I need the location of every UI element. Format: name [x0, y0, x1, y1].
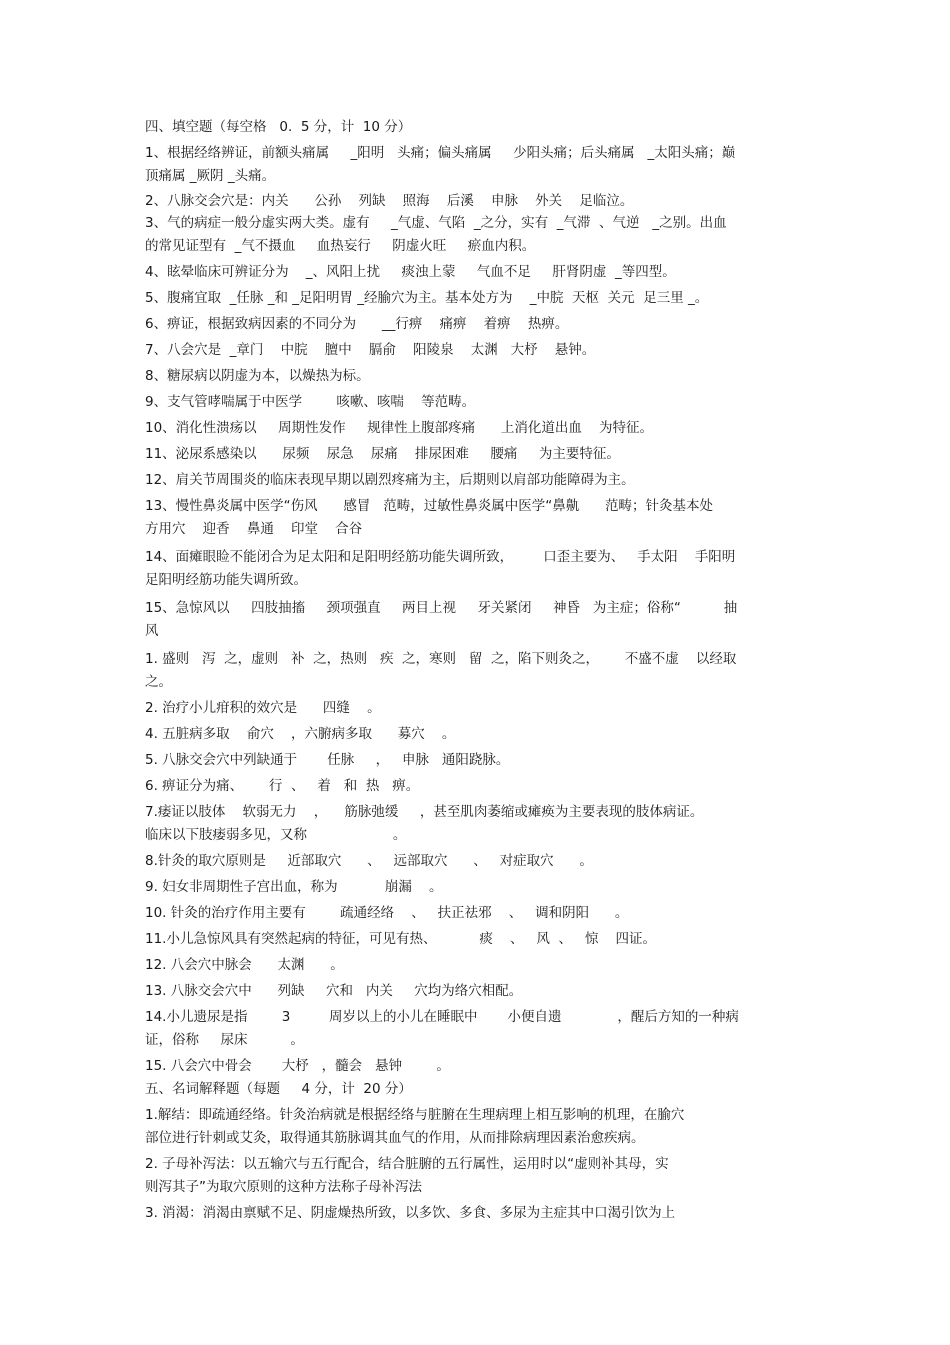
question-line: 7、八会穴是 _章门 中脘 膻中 膈俞 阳陵泉 太渊 大杼 悬钟。	[145, 342, 596, 358]
question-line: 9. 妇女非周期性子宫出血，称为 崩漏 。	[145, 879, 443, 895]
question-line: 10、消化性溃疡以 周期性发作 规律性上腹部疼痛 上消化道出血 为特征。	[145, 420, 654, 436]
question-line: 8.针灸的取穴原则是 近部取穴 、 远部取穴 、 对症取穴 。	[145, 853, 593, 869]
question-line: 8、糖尿病以阴虚为本，以燥热为标。	[145, 368, 370, 384]
question-line: 顶痛属 _厥阴 _头痛。	[145, 168, 276, 184]
question-line: 5、腹痛宜取 _任脉 _和 _足阳明胃 _经腧穴为主。基本处方为 _中脘 天枢 关元 足三里 _。	[145, 290, 709, 306]
question-line: 7.痿证以肢体 软弱无力 ， 筋脉弛缓 ，甚至肌肉萎缩或瘫痪为主要表现的肢体病证。	[145, 804, 704, 820]
question-line: 2. 治疗小儿疳积的效穴是 四缝 。	[145, 700, 381, 716]
question-line: 5. 八脉交会穴中列缺通于 任脉 ， 申脉 通阳跷脉。	[145, 752, 510, 768]
question-line: 方用穴 迎香 鼻通 印堂 合谷	[145, 521, 363, 537]
question-line: 1. 盛则 泻 之，虚则 补 之，热则 疾 之，寒则 留 之，陷下则灸之， 不盛不虚 以经取	[145, 651, 737, 667]
question-line: 证，俗称 尿床 。	[145, 1032, 304, 1048]
definition-line: 1.解结：即疏通经络。针灸治病就是根据经络与脏腑在生理病理上相互影响的机理，在腧穴	[145, 1107, 685, 1123]
question-line: 的常见证型有 _气不摄血 血热妄行 阴虚火旺 瘀血内积。	[145, 238, 536, 254]
definition-line: 则泻其子”为取穴原则的这种方法称子母补泻法	[145, 1179, 422, 1195]
question-line: 足阳明经筋功能失调所致。	[145, 572, 307, 588]
definition-line: 2. 子母补泻法：以五输穴与五行配合，结合脏腑的五行属性，运用时以“虚则补其母，实	[145, 1156, 669, 1172]
section-heading-fill-in: 四、填空题（每空格 0. 5 分，计 10 分）	[145, 119, 412, 135]
section-heading-definitions: 五、名词解释题（每题 4 分，计 20 分）	[145, 1081, 412, 1097]
question-line: 14.小儿遗尿是指 3 周岁以上的小儿在睡眠中 小便自遗 ，醒后方知的一种病	[145, 1009, 739, 1025]
question-line: 12. 八会穴中脉会 太渊 。	[145, 957, 344, 973]
question-line: 之。	[145, 674, 172, 690]
definition-line: 部位进行针刺或艾灸，取得通其筋脉调其血气的作用，从而排除病理因素治愈疾病。	[145, 1130, 645, 1146]
question-line: 3、气的病症一般分虚实两大类。虚有 _气虚、气陷 _之分，实有 _气滞 、气逆 _之别。出血	[145, 215, 727, 231]
question-line: 13. 八脉交会穴中 列缺 穴和 内关 穴均为络穴相配。	[145, 983, 523, 999]
question-line: 临床以下肢痿弱多见，又称 。	[145, 827, 407, 843]
question-line: 9、支气管哮喘属于中医学 咳嗽、咳喘 等范畴。	[145, 394, 476, 410]
question-line: 4. 五脏病多取 俞穴 ，六腑病多取 募穴 。	[145, 726, 456, 742]
question-line: 14、面瘫眼睑不能闭合为足太阳和足阳明经筋功能失调所致， 口歪主要为、 手太阳 手阳明	[145, 549, 736, 565]
question-line: 4、眩晕临床可辨证分为 _、风阳上扰 痰浊上蒙 气血不足 肝肾阴虚 _等四型。	[145, 264, 676, 280]
question-line: 风	[145, 623, 159, 639]
question-line: 15. 八会穴中骨会 大杼 ，髓会 悬钟 。	[145, 1058, 450, 1074]
question-line: 2、八脉交会穴是：内关 公孙 列缺 照海 后溪 申脉 外关 足临泣。	[145, 193, 634, 209]
question-line: 1、根据经络辨证，前额头痛属 _阳明 头痛；偏头痛属 少阳头痛；后头痛属 _太阳头痛；巅	[145, 145, 736, 161]
question-line: 6. 痹证分为痛、 行 、 着 和 热 痹。	[145, 778, 420, 794]
document-page	[145, 116, 810, 1225]
definition-line: 3. 消渴：消渴由禀赋不足、阴虚燥热所致，以多饮、多食、多尿为主症其中口渴引饮为上	[145, 1205, 676, 1221]
question-line: 15、急惊风以 四肢抽搐 颈项强直 两目上视 牙关紧闭 神昏 为主症；俗称“ 抽	[145, 600, 738, 616]
question-line: 13、慢性鼻炎属中医学“伤风 感冒 范畴，过敏性鼻炎属中医学“鼻鼽 范畴；针灸基本处	[145, 498, 714, 514]
question-line: 12、肩关节周围炎的临床表现早期以剧烈疼痛为主，后期则以肩部功能障碍为主。	[145, 472, 635, 488]
question-line: 10. 针灸的治疗作用主要有 疏通经络 、 扶正祛邪 、 调和阴阳 。	[145, 905, 629, 921]
question-line: 11、泌尿系感染以 尿频 尿急 尿痛 排尿困难 腰痛 为主要特征。	[145, 446, 620, 462]
question-line: 6、痹证，根据致病因素的不同分为 __行痹 痛痹 着痹 热痹。	[145, 316, 569, 332]
question-line: 11.小儿急惊风具有突然起病的特征，可见有热、 痰 、 风 、 惊 四证。	[145, 931, 657, 947]
